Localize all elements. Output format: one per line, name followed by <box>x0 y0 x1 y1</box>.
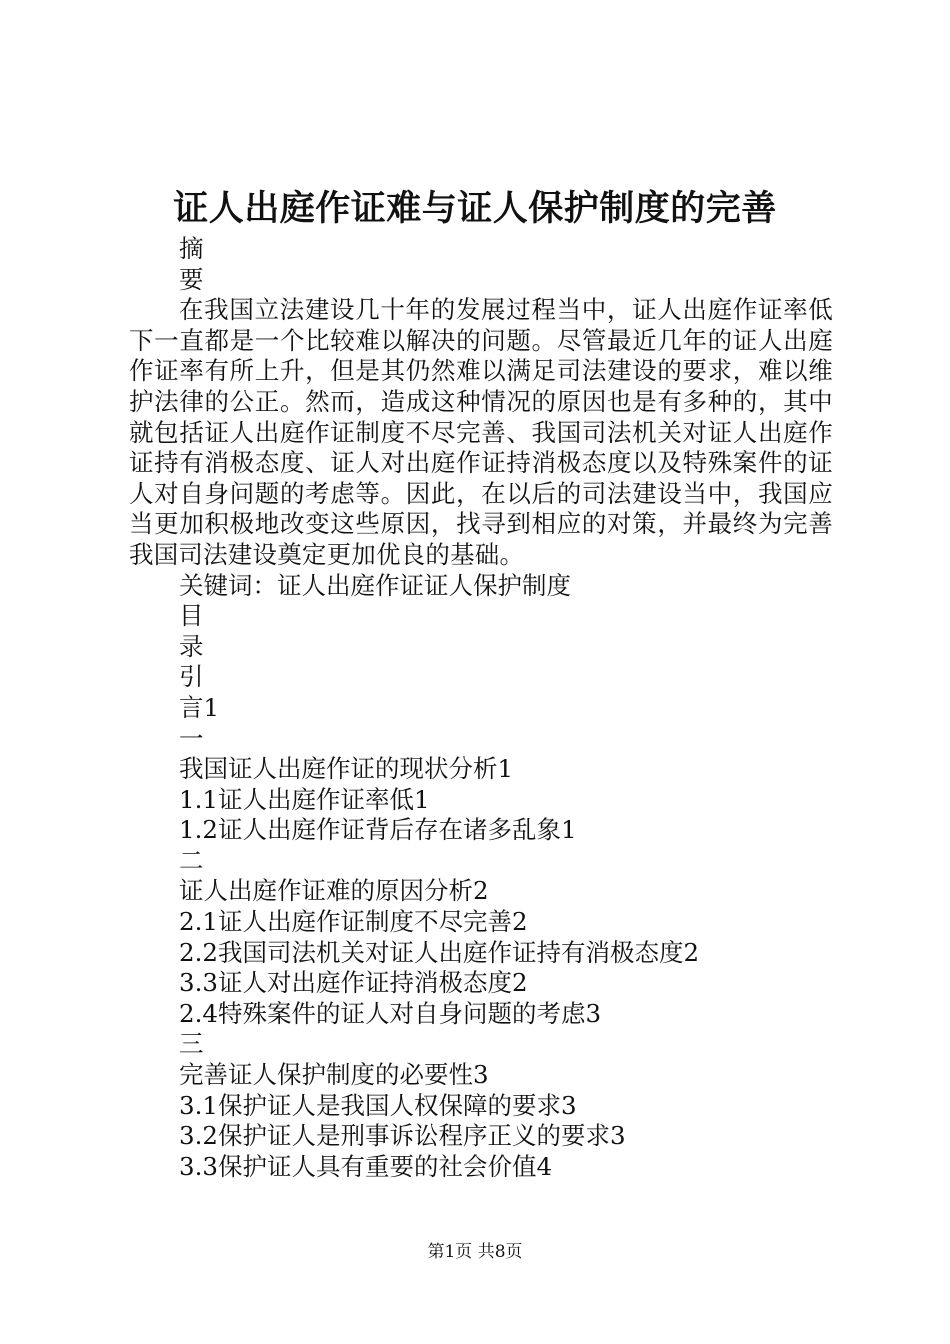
toc-item: 一 <box>179 723 204 753</box>
toc-item: 引 <box>179 662 204 692</box>
toc-item: 我国证人出庭作证的现状分析1 <box>179 754 514 784</box>
toc-item: 1.1证人出庭作证率低1 <box>179 784 430 814</box>
abstract-heading-char-2: 要 <box>179 264 204 294</box>
toc-item: 3.3保护证人具有重要的社会价值4 <box>179 1151 553 1181</box>
toc-heading-char-1: 目 <box>179 601 204 631</box>
document-body <box>129 234 833 1182</box>
toc-item: 二 <box>179 845 204 875</box>
keywords-line: 关键词：证人出庭作证证人保护制度 <box>179 570 571 600</box>
toc-item: 证人出庭作证难的原因分析2 <box>179 876 489 906</box>
toc-heading-char-2: 录 <box>179 631 204 661</box>
page-footer: 第1页 共8页 <box>427 1242 523 1262</box>
toc-item: 2.4特殊案件的证人对自身问题的考虑3 <box>179 998 602 1028</box>
toc-item: 2.1证人出庭作证制度不尽完善2 <box>179 907 528 937</box>
toc-item: 1.2证人出庭作证背后存在诸多乱象1 <box>179 815 577 845</box>
toc-item: 3.1保护证人是我国人权保障的要求3 <box>179 1090 577 1120</box>
abstract-paragraph: 在我国立法建设几十年的发展过程当中，证人出庭作证率低下一直都是一个比较难以解决的问题。尽管最近几年的证人出庭作证率有所上升，但是其仍然难以满足司法建设的要求，难以维护法律的公正。然而，造成这种情况的原因也是有多种的，其中就包括证人出庭作证制度不尽完善、我国司法机关对证人出庭作证持有消极态度、证人对出庭作证持消极态度以及特殊案件的证人对自身问题的考虑等。因此，在以后的司法建设当中，我国应当更加积极地改变这些原因，找寻到相应的对策，并最终为完善我国司法建设奠定更加优良的基础。 <box>129 295 833 569</box>
toc-item: 2.2我国司法机关对证人出庭作证持有消极态度2 <box>179 937 700 967</box>
abstract-heading-char-1: 摘 <box>179 234 204 263</box>
toc-item: 三 <box>179 1029 204 1059</box>
toc-item: 言1 <box>179 692 220 722</box>
toc-item: 3.3证人对出庭作证持消极态度2 <box>179 968 528 998</box>
table-of-contents <box>129 662 833 1182</box>
toc-item: 3.2保护证人是刑事诉讼程序正义的要求3 <box>179 1121 626 1151</box>
document-title: 证人出庭作证难与证人保护制度的完善 <box>173 188 777 229</box>
toc-item: 完善证人保护制度的必要性3 <box>179 1060 489 1090</box>
